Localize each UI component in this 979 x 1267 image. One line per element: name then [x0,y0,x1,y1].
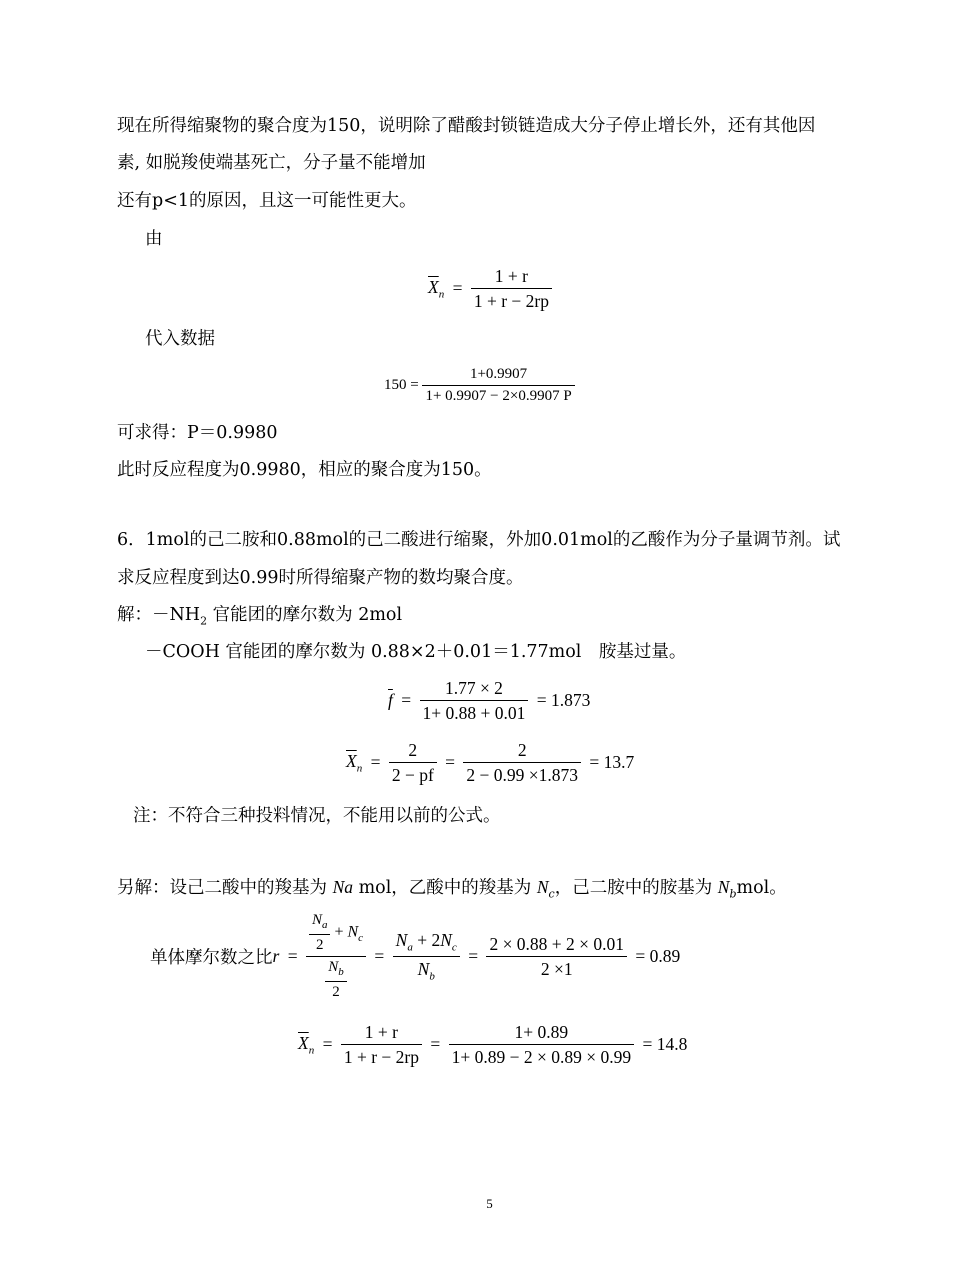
eq5-denominator: 2 ×1 [540,958,573,979]
text-line-6: 可求得：P＝0.9980 [117,423,278,443]
equation-ratio-r: 单体摩尔数之比r = $\frac{N_a}{2}$ + $N_c$ $\frac{N_b}{2}$ = $\frac{N_a + 2N_c}{N_b}$ = $\frac{2 \times 0.88 + 2 \times 0.01}{2 \times 1}$ = 0.89 [150,912,684,1001]
eq3-denominator: 1+ 0.88 + 0.01 [422,703,526,724]
eq3-result: = 1.873 [536,690,591,711]
eq4-denominator-1: 2 − pf [391,765,434,786]
eq5-result: = 0.89 [635,945,681,966]
solution-line-1-subscript: 2 [200,614,208,628]
alt-text-nc-sub: c [548,887,555,901]
equation-substitute [384,366,575,406]
alt-solution-line [117,879,787,900]
alt-text-f: ，己二胺中的胺基为 [554,878,718,898]
alt-text-nb-sub: b [729,887,737,901]
alt-text-i: mol。 [736,878,787,898]
eq6-denominator-1: 1 + r − 2rp [343,1047,419,1068]
eq5-numerator: 2 × 0.88 + 2 × 0.01 [486,934,627,957]
text-line-2: 素, 如脱羧使端基死亡，分子量不能增加 [117,153,426,173]
question-6-line-2: 求反应程度到达0.99时所得缩聚产物的数均聚合度。 [117,568,524,588]
eq6-numerator-2: 1+ 0.89 [449,1022,634,1045]
eq1-denominator: 1 + r − 2rp [473,291,549,312]
text-line-3: 还有p<1的原因，且这一可能性更大。 [117,191,417,211]
equation-xn-carothers: $\overline{X}_n$ = $\frac{2}{2 - pf}$ = $\frac{2}{2 - 0.99 \times 1.873}$ = 13.7 [346,740,638,785]
solution-line-2: －COOH 官能团的摩尔数为 0.88×2＋0.01＝1.77mol 胺基过量。 [145,642,687,662]
solution-line-1-suffix: 官能团的摩尔数为 2mol [207,605,403,625]
ratio-label: 单体摩尔数之比 [150,947,273,968]
equation-xn-final: $\overline{X}_n$ = $\frac{1 + r}{1 + r - 2rp}$ = $\frac{1+ 0.89}{1+ 0.89 - 2 \times 0.89 \times 0.99}$ = 14.8 [298,1022,691,1067]
alt-text-c: mol，乙酸中的羧基为 [353,878,537,898]
eq6-numerator-1: 1 + r [341,1022,422,1045]
page-number: 5 [486,1196,493,1211]
eq6-denominator-2: 1+ 0.89 − 2 × 0.89 × 0.99 [451,1047,632,1068]
equation-xn-general: $\overline{X}_n$ = $\frac{1 + r}{1 + r - 2rp}$ [428,266,552,311]
alt-text-nb: N [717,877,730,897]
text-line-5: 代入数据 [145,329,215,349]
solution-line-1 [117,607,402,627]
question-6-line-1: 6．1mol的己二胺和0.88mol的己二酸进行缩聚，外加0.01mol的乙酸作为分子量调节剂。试 [117,530,841,550]
alt-text-na: Na [332,877,353,897]
eq2-denominator: 1+ 0.9907 − 2×0.9907 P [425,388,572,405]
eq4-numerator-2: 2 [463,740,581,763]
eq1-numerator: 1 + r [471,266,552,289]
note-line: 注：不符合三种投料情况，不能用以前的公式。 [133,806,501,826]
eq3-numerator: 1.77 × 2 [420,678,529,701]
alt-text-a: 另解：设己二酸中的羧基为 [117,878,333,898]
text-line-1: 现在所得缩聚物的聚合度为150，说明除了醋酸封锁链造成大分子停止增长外，还有其他因 [117,116,816,136]
eq6-result: = 14.8 [642,1034,688,1055]
solution-line-1-prefix: 解：－NH [117,605,201,625]
text-line-7: 此时反应程度为0.9980，相应的聚合度为150。 [117,460,492,480]
text-line-4: 由 [145,229,163,249]
alt-text-nc: N [536,877,549,897]
eq2-lhs: 150 = [384,377,419,394]
eq4-result: = 13.7 [589,752,635,773]
eq2-numerator: 1+0.9907 [422,366,574,386]
eq4-numerator-1: 2 [389,740,437,763]
eq4-denominator-2: 2 − 0.99 ×1.873 [466,765,579,786]
equation-f-bar: $\overline{f}$ = $\frac{1.77 \times 2}{1+ 0.88 + 0.01}$ = 1.873 [388,678,594,723]
